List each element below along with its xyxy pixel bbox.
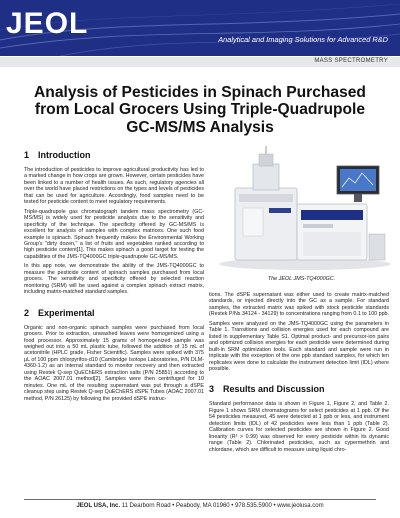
section-heading-experimental (24, 308, 204, 318)
intro-paragraph-3: In this app note, we demonstrate the ability of the JMS-TQ4000GC to measure the pesticide content of spinach samples purchased from local grocers. The sensitivity and specificity offered by selected reaction monitoring (SRM) will be used against a complex spinach extract matrix, including matrix-matched standard samples. (24, 263, 204, 296)
experimental-paragraph-2: tions. The dSPE supernatant was either used to create matrix-matched standards, or injected directly into the GC as a sample. For standard samples, the extracted matrix was spiked with stock pesticide standards (Restek P/Ns 34124 - 34129) to concentrations ranging from 0.1 to 100 ppb. (209, 292, 390, 318)
page-title (0, 84, 400, 136)
section-number: 1 (24, 150, 30, 160)
left-column (24, 150, 204, 405)
intro-paragraph-2: Triple-quadrupole gas chromatograph tandem mass spectrometry (GC-MS/MS) is widely used for pesticide analysis due to the sensitivity and specificity of the technique. The specificity offered by GC-MS/MS is excellent for analysis of samples with complex matrices. One such food example is spinach. Spinach frequently makes the Environmental Working Group's "dirty dozen," a list of fruits and vegetables ranked according to high pesticide content[1]. This makes spinach a good target for testing the capabilities of the JMS-TQ4000GC triple-quadrupole GC-MS/MS. (24, 208, 204, 260)
section-number: 2 (24, 307, 30, 318)
header-tagline: Analytical and Imaging Solutions for Advanced R&D (218, 35, 388, 44)
category-band (0, 57, 400, 67)
right-column (209, 292, 389, 456)
title-line-1: Analysis of Pesticides in Spinach Purchased (34, 84, 366, 101)
results-paragraph-1: Standard performance data is shown in Figure 1, Figure 2, and Table 2. Figure 1 shows SRM chromatograms for select pesticides at 1 ppb. Of the 54 pesticides measured, 45 were detected at 1 ppb or less, and instrument detection limits (IDL) of 42 pesticides were less than 1 ppb (Table 2). Calibration curves for selected pesticides are shown in Figure 2. Good linearity (R² > 0.99) was observed for every pesticide within its dynamic range (Table 2). Chlorinated pesticides, such as cypermethrin and chlordane, which are difficult to measure using liquid chro- (209, 401, 389, 453)
intro-paragraph-1: The introduction of pesticides to improve agricultural productivity has led to a marked change in how crops are grown. However, certain pesticides have been linked to a number of health issues. As such, regulatory agencies all over the world have placed restrictions on the types and levels of pesticides that can be used for agriculture. Accordingly, food samples need to be tested for pesticide content to meet regulatory requirements. (24, 167, 204, 206)
section-title: Experimental (38, 307, 95, 318)
section-title: Introduction (38, 150, 91, 160)
instrument-photo (209, 142, 394, 274)
title-line-3: GC-MS/MS Analysis (126, 118, 274, 136)
figure-caption: The JEOL JMS-TQ4000GC. (267, 276, 336, 282)
footer-divider (24, 499, 376, 500)
title-line-2: from Local Grocers Using Triple-Quadrupole (34, 101, 366, 119)
experimental-paragraph-1: Organic and non-organic spinach samples were purchased from local grocers. Prior to extraction, unwashed leaves were homogenized using a food processor. Approximately 15 grams of homogenized sample was weighed out into a 50 mL plastic tube, followed the addition of 15 mL of acetonitrile (HPLC grade, Fisher Scientific). Samples were spiked with 375 μL of 100 ppm chlorpyrifos-d10 (Cambridge Isotope Laboratories, P/N DLM-4360-1.2) as an internal standard to monitor recovery and then extracted using Restek Q-sep QuEChERS extraction salts (P/N 25851) according to the AOAC 2007.01 method[2]. Samples were then centrifuged for 10 minutes. One mL of the resulting supernatant was put through a dSPE cleanup step using Restek Q-sep QuEChERS dSPE Tubes (AOAC 2007.01 method, P/N 26125) by following the provided dSPE instruc- (24, 324, 204, 402)
experimental-paragraph-3: Samples were analyzed on the JMS-TQ4000GC using the parameters in Table 1. Transitions and collision energies used for each compound are listed in supplementary Table S1. Optimal product- and precursor-ion pairs and optimized collision energies for each pesticide were determined during built-in SRM optimization tools. Each standard and sample were run in triplicate with the exception of the one ppb standard samples, for which ten replicates were done to calculate the instrument detection limit (IDL) where possible. (209, 320, 389, 372)
category-label: MASS SPECTROMETRY (314, 58, 388, 64)
section-number: 3 (209, 384, 215, 395)
footer-company: JEOL USA, Inc. (76, 503, 121, 509)
header-banner (0, 0, 400, 56)
section-heading-introduction (24, 150, 204, 160)
section-title: Results and Discussion (223, 384, 325, 395)
footer (0, 503, 400, 509)
section-heading-results (209, 384, 389, 394)
footer-address: 11 Dearborn Road • Peabody, MA 01960 • 978.535.5900 • www.jeolusa.com (121, 503, 324, 509)
jeol-logo: JEOL (6, 7, 89, 40)
